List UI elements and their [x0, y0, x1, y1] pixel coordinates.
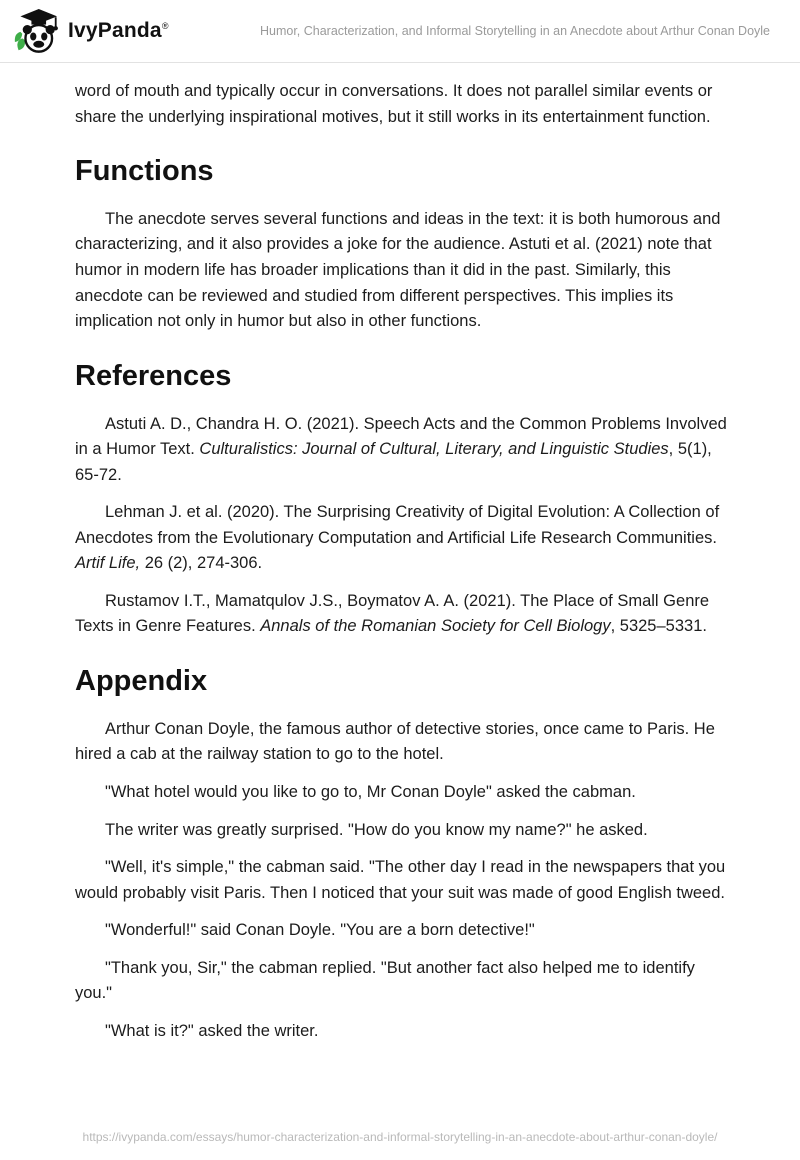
appendix-paragraph: The writer was greatly surprised. "How do you know my name?" he asked. [105, 820, 648, 839]
reference-item: Astuti A. D., Chandra H. O. (2021). Speech Acts and the Common Problems Involved in a Humor Text. Culturalistics: Journal of Cultural, Literary, and Linguistic Studies, 5(1), 65-72. [75, 414, 727, 484]
section-heading-appendix: Appendix [75, 665, 208, 698]
section-heading-references: References [75, 359, 232, 392]
ivypanda-logo [14, 7, 169, 55]
reference-item: Rustamov I.T., Mamatqulov J.S., Boymatov A. A. (2021). The Place of Small Genre Texts in Genre Features. Annals of the Romanian Society for Cell Biology, 5325–5331. [75, 591, 710, 636]
page-header [0, 0, 800, 63]
appendix-paragraph: Arthur Conan Doyle, the famous author of detective stories, once came to Paris. He hired a cab at the railway station to go to the hotel. [75, 719, 715, 764]
registered-mark: ® [161, 21, 169, 31]
brand-wordmark [68, 19, 169, 43]
document-body [0, 63, 800, 1044]
appendix-paragraph: "What is it?" asked the writer. [105, 1021, 319, 1040]
reference-item: Lehman J. et al. (2020). The Surprising Creativity of Digital Evolution: A Collection of Anecdotes from the Evolutionary Computation and Artificial Life Research Communities. Artif Life, 26 (2), 274-306. [75, 503, 720, 573]
continuation-paragraph: word of mouth and typically occur in conversations. It does not parallel similar events or share the underlying inspirational motives, but it still works in its entertainment function. [75, 82, 713, 126]
appendix-paragraph: "Wonderful!" said Conan Doyle. "You are a born detective!" [105, 921, 535, 940]
functions-paragraph: The anecdote serves several functions and ideas in the text: it is both humorous and characterizing, and it also provides a joke for the audience. Astuti et al. (2021) note that humor in modern life has broader implications than it did in the past. Similarly, this anecdote can be reviewed and studied from different perspectives. This implies its implication not only in humor but also in other functions. [75, 209, 721, 331]
panda-graduate-icon [14, 7, 58, 55]
source-url[interactable]: https://ivypanda.com/essays/humor-characterization-and-informal-storytelling-in-an-anecdote-about-arthur-conan-doyle/ [82, 1130, 718, 1144]
appendix-paragraph: "Thank you, Sir," the cabman replied. "But another fact also helped me to identify you." [75, 958, 695, 1003]
section-heading-functions: Functions [75, 155, 214, 188]
document-title: Humor, Characterization, and Informal Storytelling in an Anecdote about Arthur Conan Doyle [259, 24, 770, 38]
appendix-paragraph: "What hotel would you like to go to, Mr Conan Doyle" asked the cabman. [105, 782, 636, 801]
brand-name: IvyPanda [68, 19, 162, 42]
page-footer [0, 1130, 800, 1144]
appendix-paragraph: "Well, it's simple," the cabman said. "The other day I read in the newspapers that you would probably visit Paris. Then I noticed that your suit was made of good English tweed. [75, 858, 726, 902]
